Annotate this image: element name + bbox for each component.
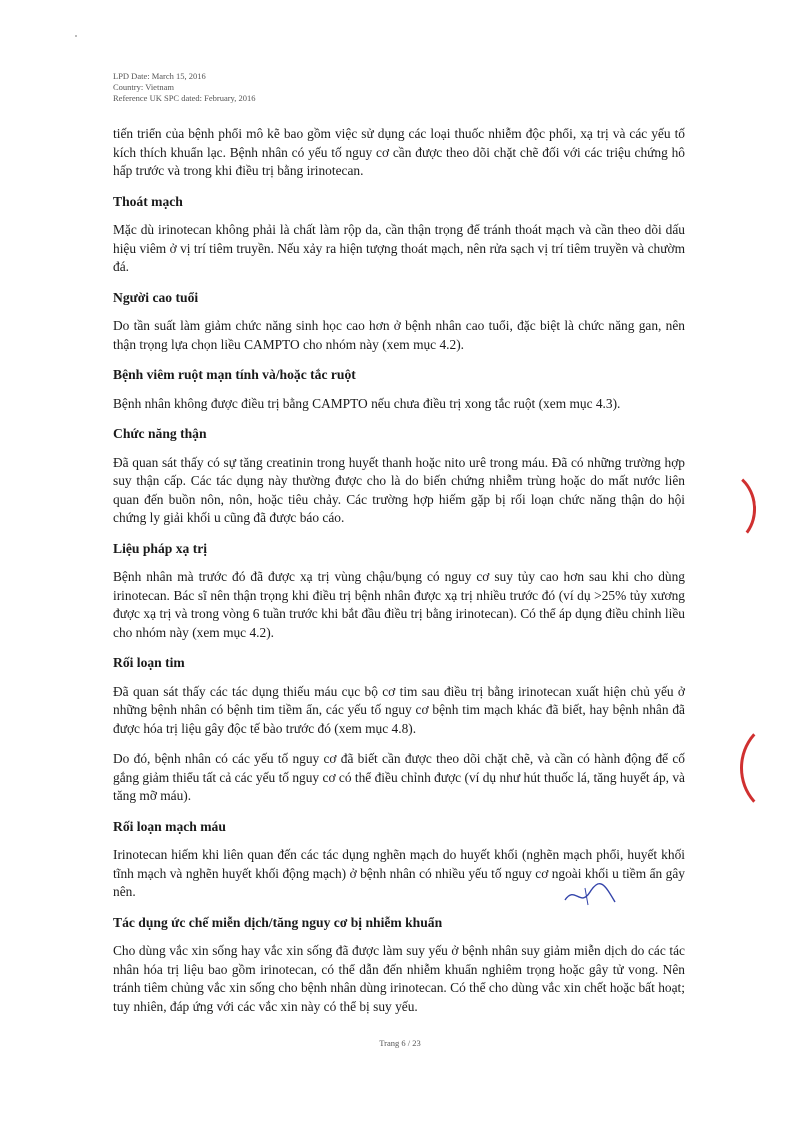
section-text-radiotherapy: Bệnh nhân mà trước đó đã được xạ trị vùng chậu/bụng có nguy cơ suy tủy cao hơn sau khi cho dùng irinotecan. Bác sĩ nên thận trọng khi điều trị bệnh nhân được xạ trị nhiều trước đó (ví dụ >25% tủy xương được xạ trị và trong vòng 6 tuần trước khi bắt đầu điều trị bằng irinotecan). Có thể áp dụng điều chỉnh liều cho nhóm này (xem mục 4.2).	[113, 569, 685, 640]
page-number: Trang 6 / 23	[379, 1038, 421, 1048]
section-title-renal: Chức năng thận	[113, 426, 207, 441]
section-text-cardiac-1: Đã quan sát thấy các tác dụng thiếu máu cục bộ cơ tim sau điều trị bằng irinotecan xuất hiện chủ yếu ở những bệnh nhân có bệnh tim tiềm ẩn, các yếu tố nguy cơ bệnh tim mạch khác đã biết, hay bệnh nhân đã được hóa trị liệu gây độc tế bào trước đó (xem mục 4.8).	[113, 683, 685, 736]
header-lpd-date: LPD Date: March 15, 2016	[113, 71, 206, 81]
signature-mark	[560, 880, 620, 910]
section-title-vascular: Rối loạn mạch máu	[113, 818, 226, 834]
section-title-immunosuppression: Tác dụng ức chế miễn dịch/tăng nguy cơ bị nhiễm khuẩn	[113, 914, 443, 930]
section-text-bowel: Bệnh nhân không được điều trị bằng CAMPTO nếu chưa điều trị xong tắc ruột (xem mục 4.3).	[113, 395, 621, 411]
section-text-elderly: Do tần suất làm giảm chức năng sinh học cao hơn ở bệnh nhân cao tuổi, đặc biệt là chức năng gan, nên thận trọng lựa chọn liều CAMPTO cho nhóm này (xem mục 4.2).	[113, 318, 685, 352]
document-header	[113, 71, 256, 104]
red-stamp-partial	[740, 720, 800, 816]
section-title-cardiac: Rối loạn tim	[113, 655, 185, 670]
header-reference: Reference UK SPC dated: February, 2016	[113, 93, 256, 103]
section-title-bowel: Bệnh viêm ruột mạn tính và/hoặc tắc ruột	[113, 367, 356, 382]
red-stamp-partial	[687, 467, 759, 548]
section-title-extravasation: Thoát mạch	[113, 193, 183, 209]
section-text-vascular: Irinotecan hiếm khi liên quan đến các tác dụng nghẽn mạch do huyết khối (nghẽn mạch phổi, huyết khối tĩnh mạch và nghẽn huyết khối động mạch) ở bệnh nhân có nhiều yếu tố nguy cơ ngoài khối u tiềm ẩn gây nên.	[113, 847, 685, 899]
section-text-extravasation: Mặc dù irinotecan không phải là chất làm rộp da, cần thận trọng để tránh thoát mạch và cần theo dõi dấu hiệu viêm ở vị trí tiêm truyền. Nếu xảy ra hiện tượng thoát mạch, nên rửa sạch vị trí tiêm truyền và chườm đá.	[113, 222, 685, 274]
section-title-elderly: Người cao tuổi	[113, 289, 199, 305]
intro-paragraph: tiến triển của bệnh phổi mô kẽ bao gồm việc sử dụng các loại thuốc nhiễm độc phổi, xạ trị và các yếu tố kích thích khuẩn lạc. Bệnh nhân có yếu tố nguy cơ cần được theo dõi chặt chẽ đối với các triệu chứng hô hấp trước và trong khi điều trị bằng irinotecan.	[113, 126, 685, 178]
section-text-cardiac-2: Do đó, bệnh nhân có các yếu tố nguy cơ đã biết cần được theo dõi chặt chẽ, và cần có hành động để cố gắng giảm thiểu tất cả các yếu tố nguy cơ có thể điều chỉnh được (ví dụ như hút thuốc lá, tăng huyết áp, và tăng mỡ máu).	[113, 751, 685, 803]
scan-speck	[75, 35, 77, 37]
section-text-renal: Đã quan sát thấy có sự tăng creatinin trong huyết thanh hoặc nito urê trong máu. Đã có những trường hợp suy thận cấp. Các tác dụng này thường được cho là do biến chứng nhiễm trùng hoặc do mất nước liên quan đến buồn nôn, nôn, hoặc tiêu chảy. Các trường hợp hiếm gặp bị rối loạn chức năng thận do hội chứng ly giải khối u cũng đã được báo cáo.	[113, 454, 685, 525]
header-country: Country: Vietnam	[113, 82, 174, 92]
section-text-immunosuppression: Cho dùng vắc xin sống hay vắc xin sống đã được làm suy yếu ở bệnh nhân suy giảm miễn dịch do các tác nhân hóa trị liệu bao gồm irinotecan, có thể dẫn đến nhiễm khuẩn nghiêm trọng hoặc gây tử vong. Nên tránh tiêm chủng vắc xin sống cho bệnh nhân dùng irinotecan. Có thể cho dùng vắc xin chết hoặc bất hoạt; tuy nhiên, đáp ứng với các vắc xin này có thể bị suy yếu.	[113, 943, 685, 1014]
section-title-radiotherapy: Liệu pháp xạ trị	[113, 540, 208, 556]
